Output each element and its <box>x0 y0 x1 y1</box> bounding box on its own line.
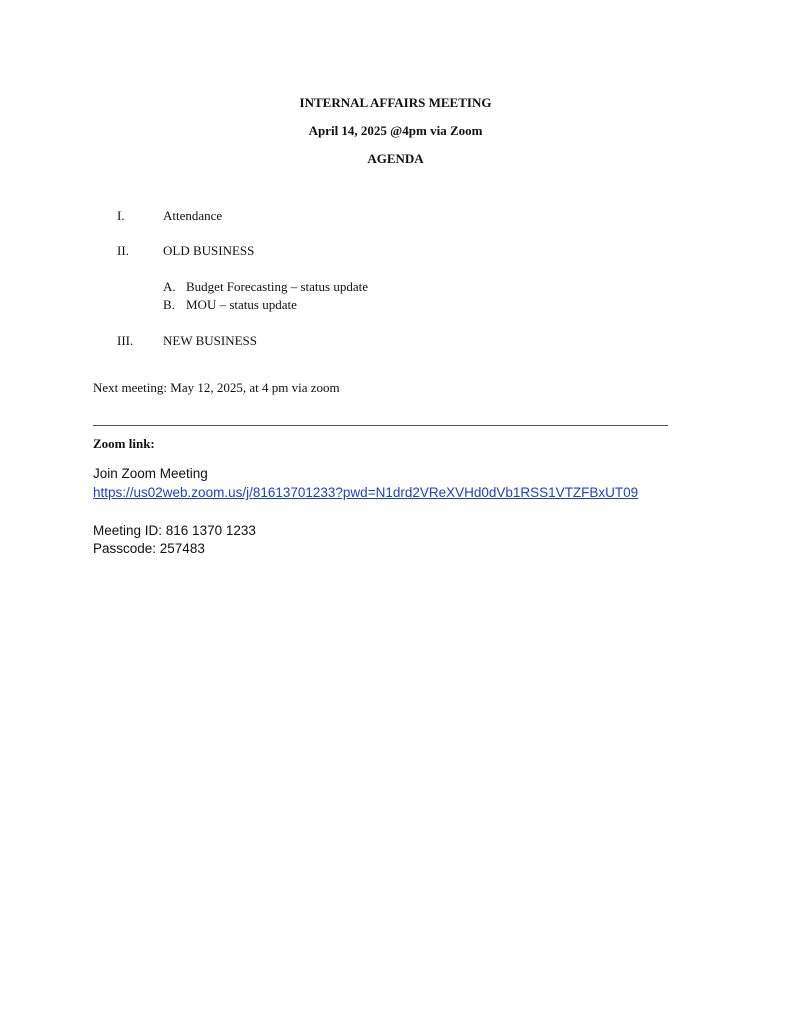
passcode-text: Passcode: 257483 <box>93 541 205 556</box>
subitem-letter-a: A. <box>163 279 176 294</box>
subitem-letter-b: B. <box>163 297 175 312</box>
subitem-budget-forecasting: Budget Forecasting – status update <box>186 279 368 294</box>
agenda-numeral-1: I. <box>117 208 125 223</box>
meeting-date: April 14, 2025 @4pm via Zoom <box>308 123 483 138</box>
agenda-item-old-business: OLD BUSINESS <box>163 243 255 258</box>
meeting-id-text: Meeting ID: 816 1370 1233 <box>93 523 256 538</box>
agenda-numeral-3: III. <box>117 333 134 348</box>
agenda-numeral-2: II. <box>117 243 129 258</box>
agenda-heading: AGENDA <box>367 151 424 166</box>
meeting-title: INTERNAL AFFAIRS MEETING <box>299 95 492 110</box>
agenda-item-new-business: NEW BUSINESS <box>163 333 258 348</box>
zoom-link-heading: Zoom link: <box>93 436 155 451</box>
horizontal-divider <box>93 425 668 426</box>
zoom-meeting-link[interactable]: https://us02web.zoom.us/j/81613701233?pwd=N1drd2VReXVHd0dVb1RSS1VTZFBxUT09 <box>93 485 639 500</box>
subitem-mou: MOU – status update <box>186 297 297 312</box>
next-meeting-text: Next meeting: May 12, 2025, at 4 pm via zoom <box>93 380 340 395</box>
agenda-item-attendance: Attendance <box>163 208 223 223</box>
join-zoom-text: Join Zoom Meeting <box>93 466 208 481</box>
